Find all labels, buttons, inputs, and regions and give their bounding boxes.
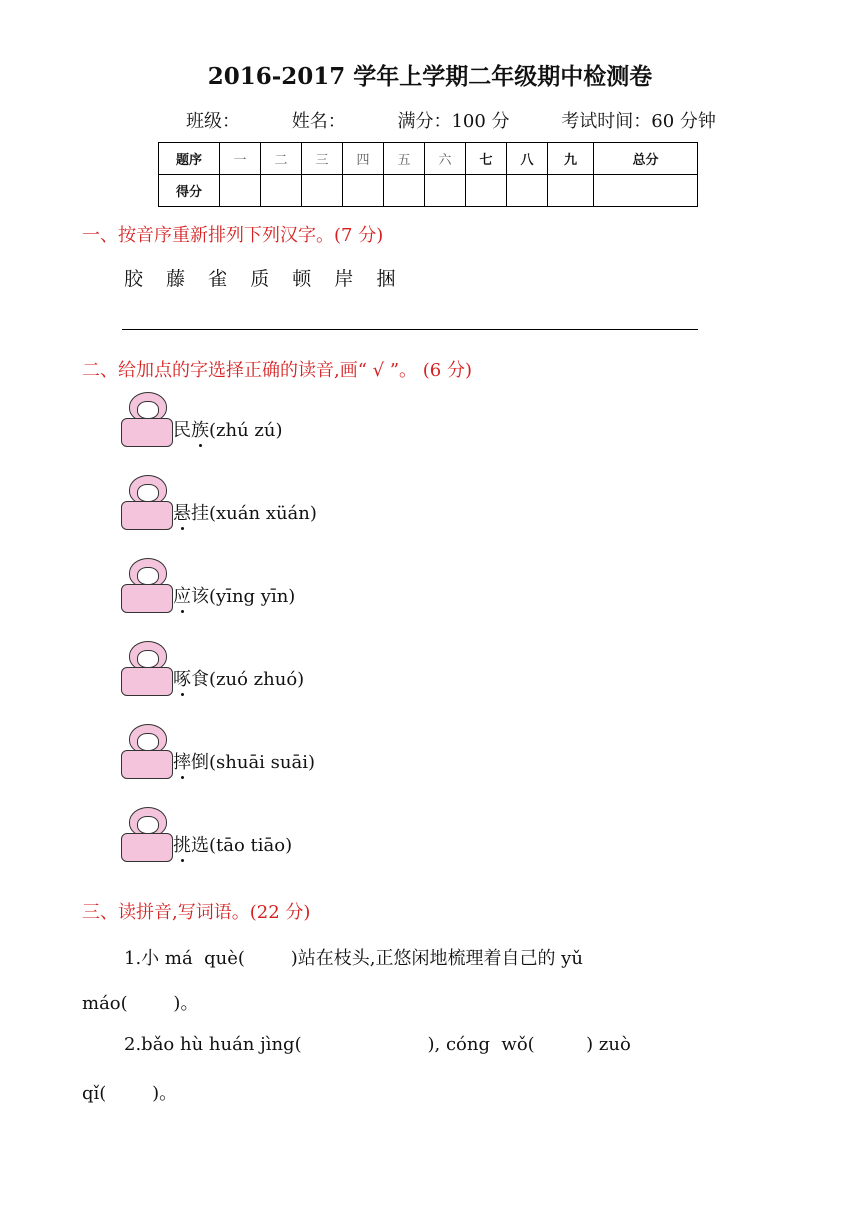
plain-char: 倒 xyxy=(191,752,209,773)
plain-char: 该 xyxy=(191,586,209,607)
sheep-icon xyxy=(121,807,173,861)
score-header-cell: 五 xyxy=(384,143,425,175)
score-header-cell: 七 xyxy=(466,143,507,175)
name-label: 姓名： xyxy=(291,111,346,132)
score-cell[interactable] xyxy=(261,175,302,207)
question-1-line-2: máo( )。 xyxy=(82,993,199,1014)
full-score: 满分：100 分 xyxy=(397,111,510,132)
sheep-icon xyxy=(121,392,173,446)
score-cell[interactable] xyxy=(343,175,384,207)
score-cell[interactable] xyxy=(220,175,261,207)
pinyin-options[interactable]: (zhú zú) xyxy=(209,420,283,441)
sheep-icon xyxy=(121,724,173,778)
item-word xyxy=(173,831,292,857)
character: 顿 xyxy=(292,268,312,290)
dotted-char: 摔 xyxy=(173,752,191,773)
pinyin-options[interactable]: (shuāi suāi) xyxy=(209,752,315,773)
score-row-label: 得分 xyxy=(159,175,220,207)
score-header-cell: 六 xyxy=(425,143,466,175)
score-cell[interactable] xyxy=(548,175,594,207)
pronunciation-item xyxy=(121,807,421,867)
character-list xyxy=(124,264,412,291)
dotted-char: 悬 xyxy=(173,503,191,524)
pinyin-options[interactable]: (tāo tiāo) xyxy=(209,835,293,856)
score-cell[interactable] xyxy=(466,175,507,207)
character: 岸 xyxy=(334,268,354,290)
score-header-cell: 题序 xyxy=(159,143,220,175)
sheep-icon xyxy=(121,558,173,612)
question-2-line-1: 2.bǎo hù huán jìng( ), cóng wǒ( ) zuò xyxy=(124,1034,631,1055)
answer-line[interactable] xyxy=(122,329,698,330)
page-title: 2016-2017 学年上学期二年级期中检测卷 xyxy=(207,63,653,90)
character: 藤 xyxy=(166,268,186,290)
score-cell[interactable] xyxy=(425,175,466,207)
score-cell[interactable] xyxy=(384,175,425,207)
item-word xyxy=(173,665,304,691)
score-header-cell: 八 xyxy=(507,143,548,175)
section1-heading: 一、按音序重新排列下列汉字。(7 分) xyxy=(82,225,384,246)
dotted-char: 挑 xyxy=(173,835,191,856)
item-word xyxy=(173,499,317,525)
pinyin-options[interactable]: (xuán xüán) xyxy=(209,503,317,524)
item-word xyxy=(173,416,283,442)
item-word xyxy=(173,582,295,608)
score-header-cell: 总分 xyxy=(594,143,698,175)
pronunciation-item xyxy=(121,475,421,535)
pinyin-options[interactable]: (zuó zhuó) xyxy=(209,669,305,690)
pronunciation-item xyxy=(121,392,421,452)
plain-char: 食 xyxy=(191,669,209,690)
pinyin-options[interactable]: (yīng yīn) xyxy=(209,586,296,607)
exam-time: 考试时间：60 分钟 xyxy=(561,111,716,132)
score-cell[interactable] xyxy=(507,175,548,207)
score-header-row xyxy=(159,143,698,175)
plain-char: 民 xyxy=(173,420,191,441)
item-word xyxy=(173,748,315,774)
pronunciation-item xyxy=(121,724,421,784)
score-header-cell: 三 xyxy=(302,143,343,175)
pronunciation-item xyxy=(121,641,421,701)
score-cell[interactable] xyxy=(594,175,698,207)
character: 捆 xyxy=(376,268,396,290)
plain-char: 选 xyxy=(191,835,209,856)
score-header-cell: 二 xyxy=(261,143,302,175)
pronunciation-item xyxy=(121,558,421,618)
section3-heading: 三、读拼音,写词语。(22 分) xyxy=(82,902,311,923)
character: 质 xyxy=(250,268,270,290)
score-header-cell: 一 xyxy=(220,143,261,175)
character: 雀 xyxy=(208,268,228,290)
sheep-icon xyxy=(121,475,173,529)
character: 胶 xyxy=(124,268,144,290)
question-2-line-2: qǐ( )。 xyxy=(82,1083,178,1104)
score-cell[interactable] xyxy=(302,175,343,207)
dotted-char: 应 xyxy=(173,586,191,607)
score-value-row xyxy=(159,175,698,207)
plain-char: 挂 xyxy=(191,503,209,524)
dotted-char: 啄 xyxy=(173,669,191,690)
score-header-cell: 四 xyxy=(343,143,384,175)
question-1-line-1: 1.小 má què( )站在枝头,正悠闲地梳理着自己的 yǔ xyxy=(124,948,583,969)
sheep-icon xyxy=(121,641,173,695)
section2-heading: 二、给加点的字选择正确的读音,画“ √ ”。 (6 分) xyxy=(82,360,472,381)
student-info xyxy=(186,107,716,133)
class-label: 班级： xyxy=(186,111,240,132)
dotted-char: 族 xyxy=(191,420,209,441)
score-table xyxy=(158,142,698,207)
score-header-cell: 九 xyxy=(548,143,594,175)
